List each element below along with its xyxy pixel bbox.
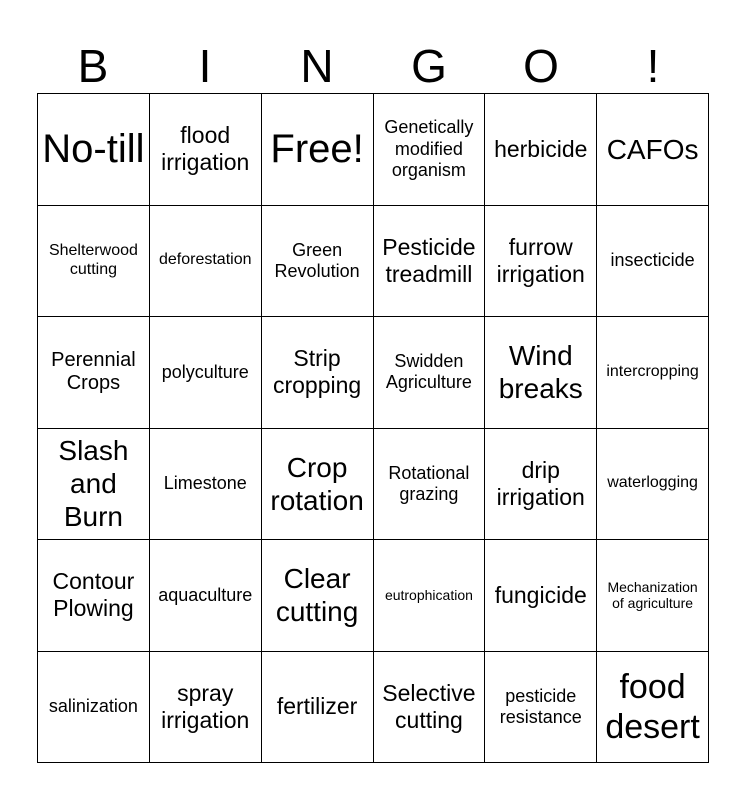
bingo-cell-r5-c4[interactable] <box>374 540 486 652</box>
bingo-cell-r1-c2[interactable] <box>150 94 262 206</box>
bingo-cell-label: waterlogging <box>607 474 698 492</box>
bingo-cell-label: Swidden Agriculture <box>385 351 472 393</box>
bingo-header <box>37 38 709 93</box>
bingo-cell-label: deforestation <box>158 251 252 269</box>
bingo-cell-label: Limestone <box>163 473 247 494</box>
bingo-board <box>37 93 709 763</box>
bingo-cell-r5-c6[interactable] <box>597 540 709 652</box>
bingo-cell-label: drip irrigation <box>496 456 585 510</box>
bingo-cell-r2-c1[interactable] <box>38 206 150 318</box>
bingo-cell-r2-c4[interactable] <box>374 206 486 318</box>
bingo-cell-label: Wind breaks <box>498 340 583 405</box>
bingo-cell-label: food desert <box>605 667 700 746</box>
bingo-cell-label: Green Revolution <box>274 239 360 281</box>
bingo-cell-label: Rotational grazing <box>388 462 470 504</box>
bingo-cell-label: aquaculture <box>158 584 253 605</box>
bingo-cell-r4-c2[interactable] <box>150 429 262 541</box>
bingo-cell-label: intercropping <box>606 362 699 380</box>
bingo-cell-label: Crop rotation <box>270 451 364 516</box>
bingo-cell-r3-c1[interactable] <box>38 317 150 429</box>
bingo-cell-label: Shelterwood cutting <box>48 241 138 278</box>
bingo-cell-r3-c5[interactable] <box>485 317 597 429</box>
bingo-cell-label: Pesticide treadmill <box>382 233 476 287</box>
bingo-cell-r3-c3[interactable] <box>262 317 374 429</box>
bingo-cell-label: CAFOs <box>606 133 699 165</box>
bingo-cell-r6-c4[interactable] <box>374 652 486 764</box>
bingo-cell-r4-c1[interactable] <box>38 429 150 541</box>
bingo-cell-r6-c6[interactable] <box>597 652 709 764</box>
bingo-cell-label: No-till <box>42 126 145 171</box>
bingo-cell-label: fungicide <box>494 581 587 608</box>
bingo-cell-r1-c6[interactable] <box>597 94 709 206</box>
bingo-cell-label: insecticide <box>610 250 695 271</box>
bingo-cell-label: polyculture <box>161 361 249 382</box>
bingo-cell-label: spray irrigation <box>161 679 250 733</box>
bingo-cell-label: salinization <box>48 696 138 717</box>
bingo-cell-label: pesticide resistance <box>499 685 582 727</box>
bingo-cell-r3-c2[interactable] <box>150 317 262 429</box>
bingo-cell-label: eutrophication <box>384 586 473 603</box>
bingo-cell-r4-c3[interactable] <box>262 429 374 541</box>
bingo-cell-r6-c2[interactable] <box>150 652 262 764</box>
bingo-cell-r2-c2[interactable] <box>150 206 262 318</box>
bingo-cell-r1-c1[interactable] <box>38 94 150 206</box>
bingo-cell-r5-c1[interactable] <box>38 540 150 652</box>
bingo-cell-r3-c4[interactable] <box>374 317 486 429</box>
header-letter-o: O <box>523 39 559 92</box>
bingo-cell-r2-c3[interactable] <box>262 206 374 318</box>
bingo-cell-label: flood irrigation <box>161 122 250 176</box>
bingo-cell-r4-c5[interactable] <box>485 429 597 541</box>
bingo-cell-label: Clear cutting <box>275 563 359 628</box>
header-letter-b: B <box>77 39 109 92</box>
bingo-cell-r6-c1[interactable] <box>38 652 150 764</box>
bingo-cell-r2-c6[interactable] <box>597 206 709 318</box>
bingo-cell-label: Genetically modified organism <box>384 117 474 180</box>
bingo-cell-r4-c4[interactable] <box>374 429 486 541</box>
bingo-cell-label: fertilizer <box>276 693 358 720</box>
bingo-cell-r2-c5[interactable] <box>485 206 597 318</box>
bingo-cell-label: Selective cutting <box>382 679 476 733</box>
header-letter-g: G <box>411 39 447 92</box>
bingo-cell-r5-c2[interactable] <box>150 540 262 652</box>
bingo-cell-r3-c6[interactable] <box>597 317 709 429</box>
bingo-cell-r5-c3[interactable] <box>262 540 374 652</box>
bingo-cell-r5-c5[interactable] <box>485 540 597 652</box>
bingo-cell-r4-c6[interactable] <box>597 429 709 541</box>
header-letter-n: N <box>300 39 334 92</box>
bingo-cell-r1-c3[interactable] <box>262 94 374 206</box>
header-letter-i: I <box>198 39 212 92</box>
bingo-cell-label: Contour Plowing <box>52 568 135 622</box>
header-letter-exclamation: ! <box>646 39 660 92</box>
bingo-cell-label: herbicide <box>494 135 588 162</box>
bingo-cell-r6-c5[interactable] <box>485 652 597 764</box>
bingo-cell-label: Free! <box>270 126 364 171</box>
bingo-cell-r6-c3[interactable] <box>262 652 374 764</box>
bingo-cell-label: furrow irrigation <box>496 233 585 287</box>
bingo-cell-r1-c5[interactable] <box>485 94 597 206</box>
bingo-cell-label: Slash and Burn <box>58 435 129 533</box>
bingo-cell-label: Strip cropping <box>272 345 362 399</box>
bingo-cell-label: Perennial Crops <box>51 348 136 395</box>
bingo-cell-label: Mechanization of agriculture <box>607 578 698 612</box>
bingo-cell-r1-c4[interactable] <box>374 94 486 206</box>
